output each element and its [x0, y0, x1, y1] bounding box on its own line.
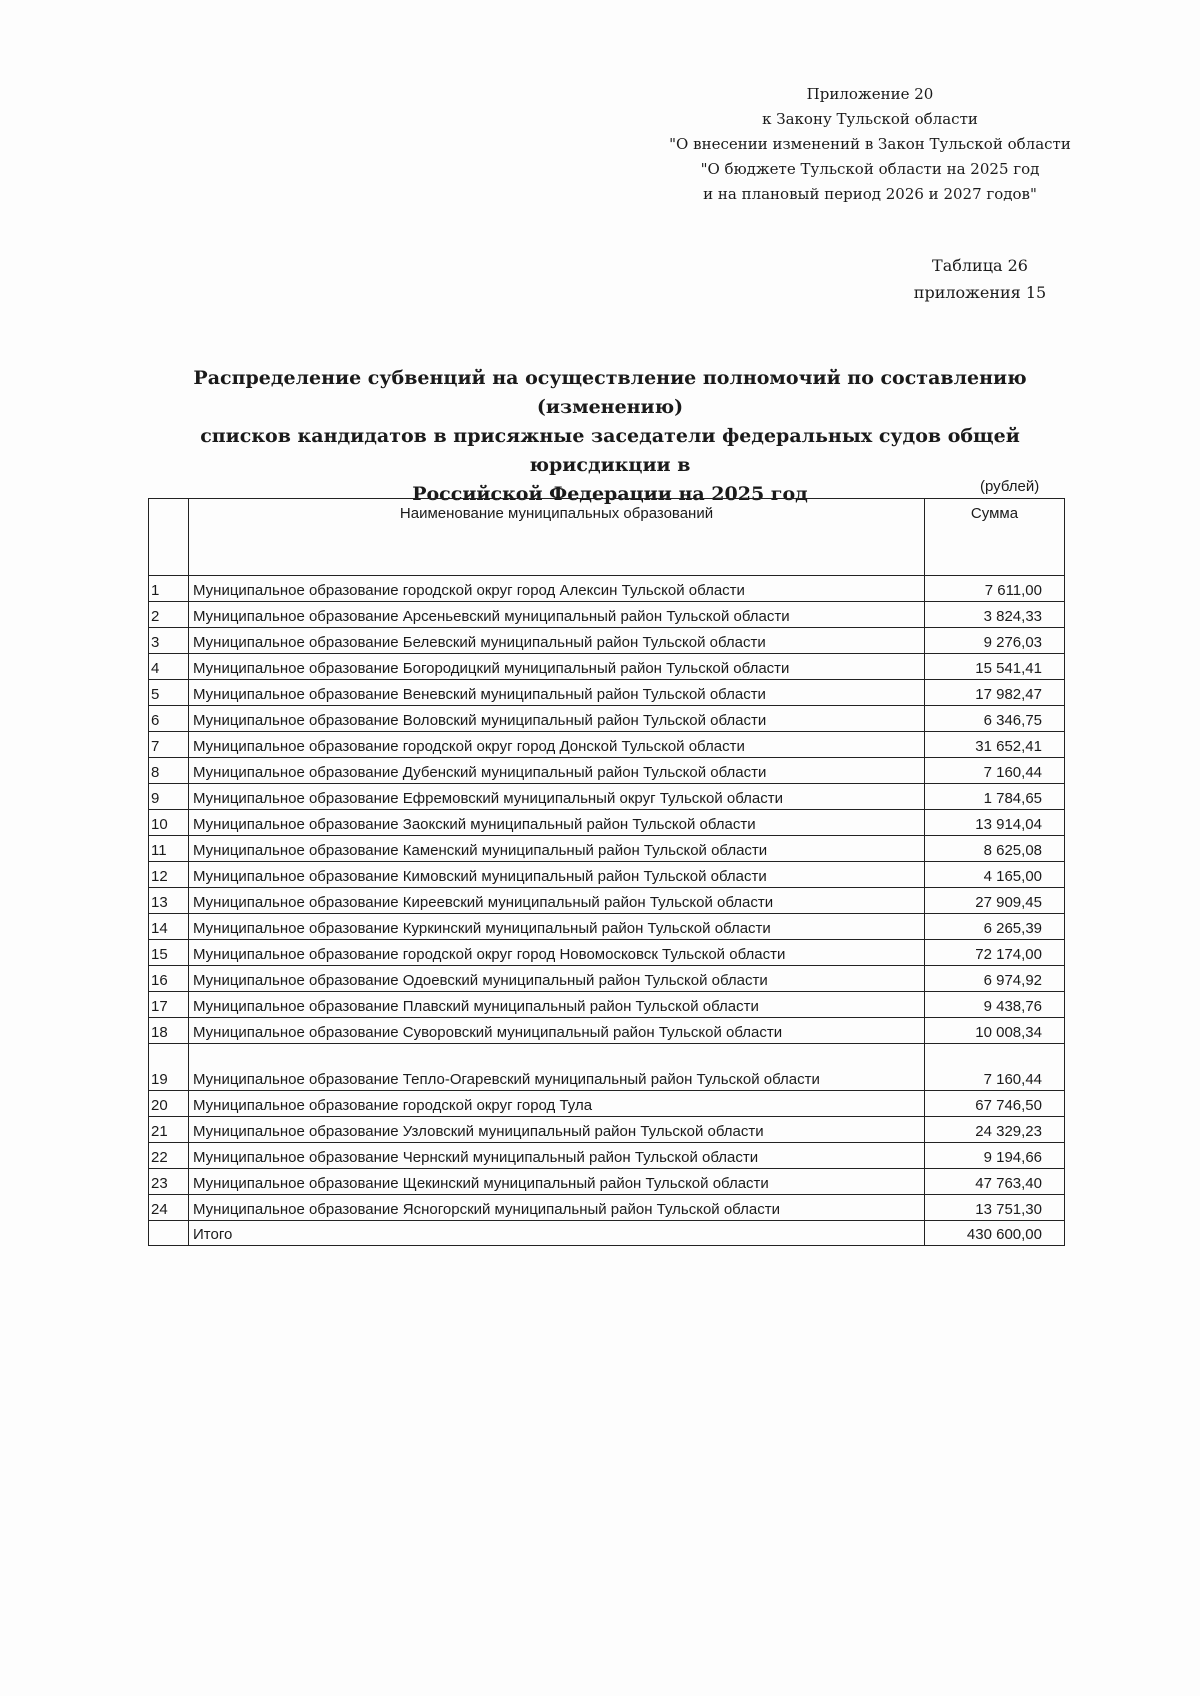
row-number: 12 [149, 862, 189, 888]
table-row [149, 1195, 1065, 1221]
row-name: Муниципальное образование Чернский муниципальный район Тульской области [189, 1143, 925, 1169]
row-sum: 6 974,92 [925, 966, 1065, 992]
row-sum: 6 346,75 [925, 706, 1065, 732]
table-row [149, 810, 1065, 836]
row-sum: 15 541,41 [925, 654, 1065, 680]
table-row [149, 1044, 1065, 1091]
row-number: 24 [149, 1195, 189, 1221]
header-name: Наименование муниципальных образований [189, 499, 925, 576]
subvention-table [148, 498, 1065, 1246]
row-number: 2 [149, 602, 189, 628]
row-name: Муниципальное образование Веневский муниципальный район Тульской области [189, 680, 925, 706]
table-row [149, 1143, 1065, 1169]
row-number: 20 [149, 1091, 189, 1117]
row-sum: 9 438,76 [925, 992, 1065, 1018]
row-number: 19 [149, 1044, 189, 1091]
row-name: Муниципальное образование городской округ город Алексин Тульской области [189, 576, 925, 602]
row-sum: 17 982,47 [925, 680, 1065, 706]
row-number: 8 [149, 758, 189, 784]
row-name: Муниципальное образование Ясногорский муниципальный район Тульской области [189, 1195, 925, 1221]
header-line: "О внесении изменений в Закон Тульской области [669, 135, 1071, 153]
row-name: Муниципальное образование Воловский муниципальный район Тульской области [189, 706, 925, 732]
row-number: 9 [149, 784, 189, 810]
table-row [149, 576, 1065, 602]
row-sum: 9 276,03 [925, 628, 1065, 654]
row-sum: 72 174,00 [925, 940, 1065, 966]
table-row [149, 862, 1065, 888]
row-name: Муниципальное образование Заокский муниципальный район Тульской области [189, 810, 925, 836]
row-number: 23 [149, 1169, 189, 1195]
header-line: и на плановый период 2026 и 2027 годов" [703, 185, 1037, 203]
table-row [149, 966, 1065, 992]
row-sum: 1 784,65 [925, 784, 1065, 810]
row-name: Муниципальное образование городской округ город Донской Тульской области [189, 732, 925, 758]
row-number: 5 [149, 680, 189, 706]
table-number: Таблица 26 [932, 256, 1028, 275]
row-name: Муниципальное образование Каменский муниципальный район Тульской области [189, 836, 925, 862]
header-line: Приложение 20 [806, 85, 934, 103]
row-sum: 7 160,44 [925, 758, 1065, 784]
row-sum: 10 008,34 [925, 1018, 1065, 1044]
row-name: Муниципальное образование Куркинский муниципальный район Тульской области [189, 914, 925, 940]
table-row [149, 784, 1065, 810]
table-row [149, 914, 1065, 940]
table-header-row [149, 499, 1065, 576]
row-sum: 13 914,04 [925, 810, 1065, 836]
row-name: Муниципальное образование Одоевский муниципальный район Тульской области [189, 966, 925, 992]
row-sum: 47 763,40 [925, 1169, 1065, 1195]
header-line: к Закону Тульской области [762, 110, 978, 128]
table-row [149, 836, 1065, 862]
row-number: 3 [149, 628, 189, 654]
title-line: Российской Федерации на 2025 год [412, 483, 808, 505]
row-number: 6 [149, 706, 189, 732]
row-number: 17 [149, 992, 189, 1018]
header-line: "О бюджете Тульской области на 2025 год [700, 160, 1040, 178]
header-num [149, 499, 189, 576]
row-name: Муниципальное образование Киреевский муниципальный район Тульской области [189, 888, 925, 914]
table-row [149, 758, 1065, 784]
row-sum: 3 824,33 [925, 602, 1065, 628]
row-number: 22 [149, 1143, 189, 1169]
document-title [150, 364, 1070, 509]
row-sum: 7 611,00 [925, 576, 1065, 602]
row-name: Муниципальное образование Щекинский муниципальный район Тульской области [189, 1169, 925, 1195]
row-number: 4 [149, 654, 189, 680]
row-sum: 7 160,44 [925, 1044, 1065, 1091]
row-number: 15 [149, 940, 189, 966]
row-number: 18 [149, 1018, 189, 1044]
header-sum: Сумма [925, 499, 1065, 576]
appendix-number: приложения 15 [913, 283, 1047, 302]
row-sum: 9 194,66 [925, 1143, 1065, 1169]
table-row [149, 992, 1065, 1018]
table-row [149, 654, 1065, 680]
table-row [149, 602, 1065, 628]
total-label: Итого [189, 1221, 925, 1246]
row-name: Муниципальное образование городской округ город Тула [189, 1091, 925, 1117]
total-num-cell [149, 1221, 189, 1246]
row-number: 10 [149, 810, 189, 836]
row-sum: 4 165,00 [925, 862, 1065, 888]
table-row [149, 1091, 1065, 1117]
table-row [149, 940, 1065, 966]
table-row [149, 1117, 1065, 1143]
row-name: Муниципальное образование Кимовский муниципальный район Тульской области [189, 862, 925, 888]
units-label: (рублей) [980, 478, 1040, 495]
appendix-header [640, 82, 1100, 207]
table-row [149, 706, 1065, 732]
row-sum: 31 652,41 [925, 732, 1065, 758]
title-line: списков кандидатов в присяжные заседатели федеральных судов общей юрисдикции в [200, 425, 1020, 476]
total-row [149, 1221, 1065, 1246]
table-row [149, 680, 1065, 706]
row-sum: 8 625,08 [925, 836, 1065, 862]
row-name: Муниципальное образование Тепло-Огаревский муниципальный район Тульской области [189, 1044, 925, 1091]
table-row [149, 1169, 1065, 1195]
table-row [149, 1018, 1065, 1044]
table-row [149, 628, 1065, 654]
row-name: Муниципальное образование Белевский муниципальный район Тульской области [189, 628, 925, 654]
row-sum: 13 751,30 [925, 1195, 1065, 1221]
table-row [149, 732, 1065, 758]
table-row [149, 888, 1065, 914]
row-name: Муниципальное образование городской округ город Новомосковск Тульской области [189, 940, 925, 966]
row-name: Муниципальное образование Богородицкий муниципальный район Тульской области [189, 654, 925, 680]
row-sum: 24 329,23 [925, 1117, 1065, 1143]
row-sum: 67 746,50 [925, 1091, 1065, 1117]
row-number: 11 [149, 836, 189, 862]
total-sum: 430 600,00 [925, 1221, 1065, 1246]
row-number: 7 [149, 732, 189, 758]
row-number: 21 [149, 1117, 189, 1143]
row-name: Муниципальное образование Ефремовский муниципальный округ Тульской области [189, 784, 925, 810]
row-name: Муниципальное образование Дубенский муниципальный район Тульской области [189, 758, 925, 784]
row-name: Муниципальное образование Плавский муниципальный район Тульской области [189, 992, 925, 1018]
row-number: 16 [149, 966, 189, 992]
row-name: Муниципальное образование Узловский муниципальный район Тульской области [189, 1117, 925, 1143]
title-line: Распределение субвенций на осуществление полномочий по составлению (изменению) [193, 367, 1027, 418]
row-number: 13 [149, 888, 189, 914]
row-name: Муниципальное образование Суворовский муниципальный район Тульской области [189, 1018, 925, 1044]
row-name: Муниципальное образование Арсеньевский муниципальный район Тульской области [189, 602, 925, 628]
row-number: 14 [149, 914, 189, 940]
table-reference [905, 252, 1055, 306]
row-number: 1 [149, 576, 189, 602]
row-sum: 27 909,45 [925, 888, 1065, 914]
row-sum: 6 265,39 [925, 914, 1065, 940]
